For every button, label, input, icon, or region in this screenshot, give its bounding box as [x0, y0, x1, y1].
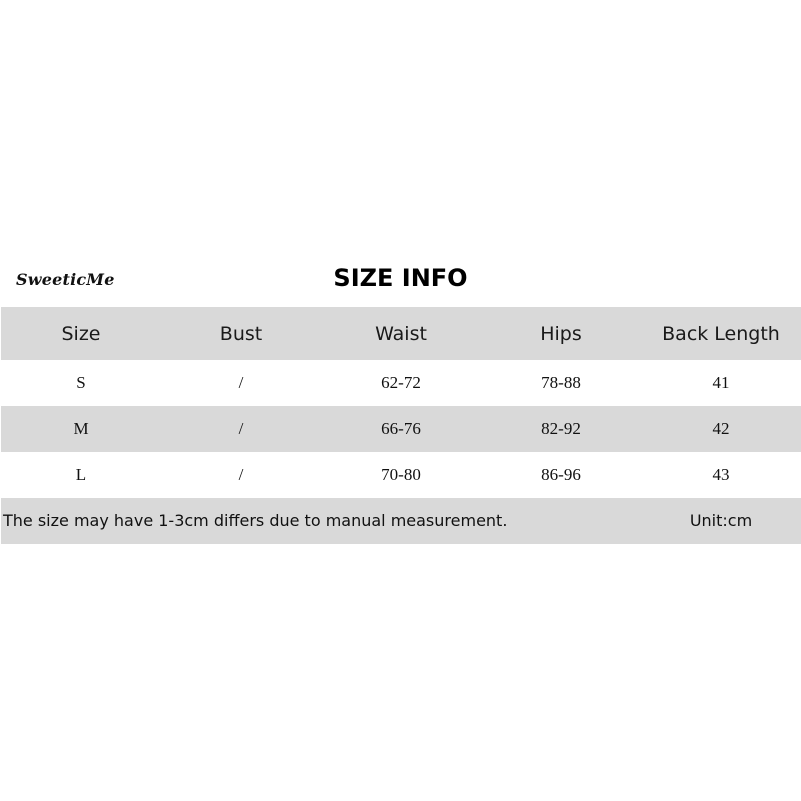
- header-waist: Waist: [375, 322, 427, 345]
- table-row: [1, 406, 801, 452]
- header-size: Size: [61, 322, 101, 345]
- cell-back-length: 43: [712, 465, 730, 484]
- cell-bust: /: [238, 419, 244, 438]
- cell-bust: /: [238, 465, 244, 484]
- brand-logo: SweeticMe: [16, 270, 115, 289]
- size-table: [1, 307, 801, 544]
- header-back-length: Back Length: [662, 322, 780, 345]
- measurement-note: The size may have 1-3cm differs due to manual measurement.: [3, 511, 508, 530]
- unit-label: Unit:cm: [689, 511, 753, 530]
- cell-hips: 86-96: [541, 465, 581, 484]
- cell-size: L: [75, 465, 87, 484]
- cell-size: M: [73, 419, 89, 438]
- cell-hips: 82-92: [541, 419, 581, 438]
- cell-hips: 78-88: [541, 373, 581, 392]
- header-bust: Bust: [219, 322, 263, 345]
- cell-size: S: [76, 373, 86, 392]
- cell-waist: 62-72: [381, 373, 421, 392]
- table-row: [1, 452, 801, 498]
- table-row: [1, 360, 801, 406]
- cell-back-length: 42: [712, 419, 730, 438]
- cell-back-length: 41: [712, 373, 730, 392]
- header-hips: Hips: [540, 322, 582, 345]
- cell-waist: 70-80: [381, 465, 421, 484]
- page-title: SIZE INFO: [333, 264, 468, 292]
- table-footer: [1, 498, 801, 544]
- table-header-row: [1, 307, 801, 360]
- cell-bust: /: [238, 373, 244, 392]
- cell-waist: 66-76: [381, 419, 421, 438]
